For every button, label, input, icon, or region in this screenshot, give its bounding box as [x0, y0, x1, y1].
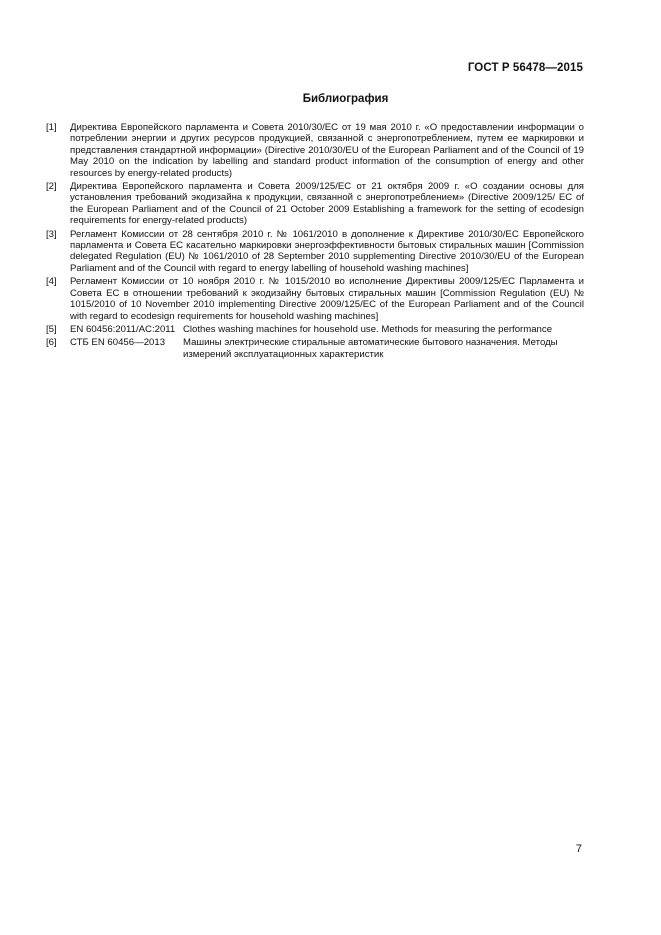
- bibliography-entry: [46, 181, 584, 227]
- page-number: 7: [575, 843, 582, 855]
- bibliography-entry: [46, 324, 584, 335]
- entry-text: Clothes washing machines for household use. Methods for measuring the performance: [183, 323, 553, 335]
- entry-text: Машины электрические стиральные автоматические бытового назначения. Методы измерений эксплуатационных характеристик: [183, 337, 558, 360]
- bibliography-entry: [46, 276, 584, 322]
- entry-text: Регламент Комиссии от 10 ноября 2010 г. № 1015/2010 во исполнение Директивы 2009/125/ЕС Парламента и Совета ЕС в отношении требований к экодизайну бытовых стиральных машин [Commission Regulation (EU) № 1015/2010 of 10 November 2010 implementing Directive 2009/125/ЕС of the European Parliament and of the Council with regard to ecodesign requirements for household washing machines]: [70, 276, 584, 322]
- entry-number: [6]: [46, 337, 57, 349]
- bibliography-entry: [46, 229, 584, 275]
- document-code: ГОСТ Р 56478—2015: [467, 62, 583, 74]
- entry-number: [5]: [46, 323, 57, 335]
- entry-number: [2]: [46, 181, 57, 193]
- standard-code: СТБ EN 60456—2013: [70, 337, 166, 349]
- bibliography-entry: [46, 337, 584, 360]
- bibliography-list: [46, 122, 584, 362]
- entry-text: Директива Европейского парламента и Совета 2009/125/ЕС от 21 октября 2009 г. «О создании основы для установления требований экодизайна к продукции, связанной с энергопотреблением» (Directive 2009/125/ ЕС of the European Parliament and of the Council of 21 October 2009 Establishing a framework for the setting of ecodesign requirements for energy-related products): [70, 181, 584, 227]
- entry-text: Регламент Комиссии от 28 сентября 2010 г. № 1061/2010 в дополнение к Директиве 2010/30/ЕС Европейского парламента и Совета ЕС касательно маркировки энергоэффективности бытовых стиральных машин [Commission delegated Regulation (EU) № 1061/2010 of 28 September 2010 supplementing Directive 2010/30/EU of the European Parliament and of the Council with regard to energy labelling of household washing machines]: [70, 228, 584, 274]
- bibliography-entry: [46, 122, 584, 179]
- entry-number: [3]: [46, 228, 57, 240]
- standard-code: EN 60456:2011/AC:2011: [70, 323, 176, 335]
- bibliography-title: Библиография: [302, 93, 389, 105]
- entry-text: Директива Европейского парламента и Совета 2010/30/ЕС от 19 мая 2010 г. «О предоставлении информации о потреблении энергии и других ресурсов продукцией, связанной с энергопотреблением, путем ее маркировки и представления стандартной информации» (Directive 2010/30/EU of the European Parliament and of the Council of 19 May 2010 on the indication by labelling and standard product information of the consumption of energy and other resources by energy-related products): [70, 122, 584, 179]
- entry-number: [4]: [46, 276, 57, 288]
- entry-number: [1]: [46, 122, 57, 133]
